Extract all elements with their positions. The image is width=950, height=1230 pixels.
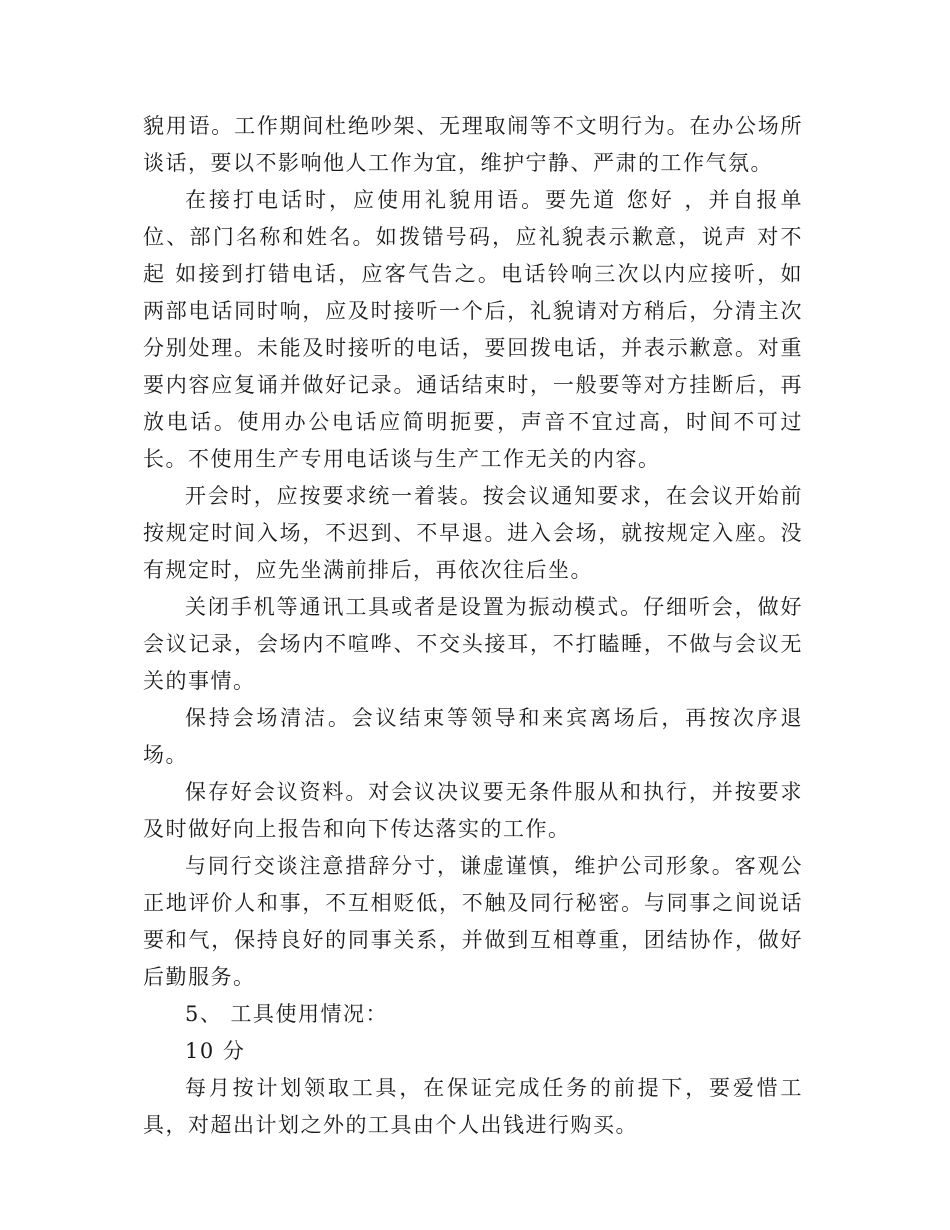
paragraph-phone-silent: 关闭手机等通讯工具或者是设置为振动模式。仔细听会，做好会议记录，会场内不喧哗、不交头接耳，不打瞌睡，不做与会议无关的事情。 xyxy=(143,595,803,693)
section-heading-tools: 5、 工具使用情况： xyxy=(185,1002,389,1026)
paragraph-meeting-materials: 保存好会议资料。对会议决议要无条件服从和执行，并按要求及时做好向上报告和向下传达落实的工作。 xyxy=(143,780,803,841)
section-score: 10 分 xyxy=(185,1039,246,1063)
paragraph-peer-conduct: 与同行交谈注意措辞分寸，谦虚谨慎，维护公司形象。客观公正地评价人和事，不互相贬低，不触及同行秘密。与同事之间说话要和气，保持良好的同事关系，并做到互相尊重，团结协作，做好后勤服务。 xyxy=(143,854,803,989)
paragraph-continued: 貌用语。工作期间杜绝吵架、无理取闹等不文明行为。在办公场所谈话，要以不影响他人工作为宜，维护宁静、严肃的工作气氛。 xyxy=(143,114,803,175)
paragraph-tool-usage: 每月按计划领取工具，在保证完成任务的前提下，要爱惜工具，对超出计划之外的工具由个人出钱进行购买。 xyxy=(143,1076,803,1137)
paragraph-phone-etiquette: 在接打电话时，应使用礼貌用语。要先道 您好 ，并自报单位、部门名称和姓名。如拨错号码，应礼貌表示歉意，说声 对不起 如接到打错电话，应客气告之。电话铃响三次以内应接听，如两部电话同时响，应及时接听一个后，礼貌请对方稍后，分清主次分别处理。未能及时接听的电话，要回拨电话，并表示歉意。对重要内容应复诵并做好记录。通话结束时，一般要等对方挂断后，再放电话。使用办公电话应简明扼要，声音不宜过高，时间不可过长。不使用生产专用电话谈与生产工作无关的内容。 xyxy=(143,188,803,471)
document-body xyxy=(143,108,803,1144)
paragraph-meeting-attire: 开会时，应按要求统一着装。按会议通知要求，在会议开始前按规定时间入场，不迟到、不早退。进入会场，就按规定入座。没有规定时，应先坐满前排后，再依次往后坐。 xyxy=(143,484,803,582)
paragraph-venue-clean: 保持会场清洁。会议结束等领导和来宾离场后，再按次序退场。 xyxy=(143,706,803,767)
